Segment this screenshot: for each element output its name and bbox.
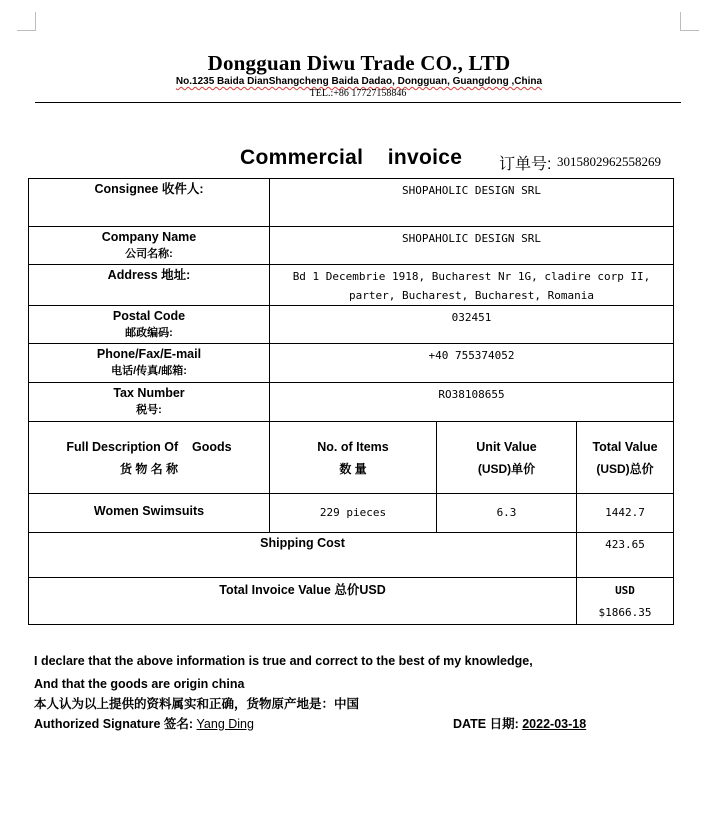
document-title: Commercial invoice <box>240 146 463 169</box>
goods-header-row <box>29 422 674 494</box>
company-telephone: TEL.:+86 17727158846 <box>309 88 407 99</box>
items-count-header-en: No. of Items <box>317 439 389 454</box>
items-count-header-cn: 数 量 <box>339 461 367 476</box>
goods-description-header-cn: 货 物 名 称 <box>119 461 178 476</box>
date-label: DATE 日期: <box>453 717 523 731</box>
company-address <box>0 76 715 87</box>
unit-value-header-cn: (USD)单价 <box>477 461 536 476</box>
tax-number-label-cn: 税号: <box>136 404 162 416</box>
consignee-label: Consignee 收件人: <box>29 179 270 227</box>
total-row <box>29 578 674 625</box>
goods-row <box>29 494 674 533</box>
order-number-value: 3015802962558269 <box>557 154 661 169</box>
address-value: Bd 1 Decembrie 1918, Bucharest Nr 1G, cladire corp II, parter, Bucharest, Bucharest, Romania <box>270 265 674 306</box>
address-row <box>29 265 674 306</box>
shipping-cost-row <box>29 533 674 578</box>
postal-code-value: 032451 <box>270 306 674 344</box>
total-value-header-en: Total Value <box>592 439 658 454</box>
total-value-header <box>577 422 674 494</box>
signature-label: Authorized Signature 签名: <box>34 717 197 731</box>
phone-value: +40 755374052 <box>270 344 674 383</box>
shipping-cost-label: Shipping Cost <box>29 533 577 578</box>
company-address-text: No.1235 Baida DianShangcheng Baida Dadao, Dongguan, Guangdong ,China <box>175 76 543 87</box>
date-line <box>453 714 586 732</box>
declaration-line-2: And that the goods are origin china <box>34 677 245 691</box>
invoice-table <box>28 178 674 625</box>
company-name-row <box>29 227 674 265</box>
company-name-heading: Dongguan Diwu Trade CO., LTD <box>207 51 511 75</box>
goods-total-value-cell: 1442.7 <box>577 494 674 533</box>
tax-number-row <box>29 383 674 422</box>
phone-label-cn: 电话/传真/邮箱: <box>111 365 187 377</box>
order-number-label: 订单号: <box>499 156 552 173</box>
goods-unit-value-cell: 6.3 <box>437 494 577 533</box>
postal-code-row <box>29 306 674 344</box>
unit-value-header-en: Unit Value <box>476 439 537 454</box>
total-value-header-cn: (USD)总价 <box>596 461 654 476</box>
signature-line <box>34 714 254 732</box>
declaration-line-1: I declare that the above information is true and correct to the best of my knowledge, <box>34 654 533 668</box>
header-divider <box>35 102 681 103</box>
total-currency: USD <box>615 584 635 597</box>
page-corner-mark-right <box>680 12 699 31</box>
shipping-cost-value: 423.65 <box>577 533 674 578</box>
company-name-label-cn: 公司名称: <box>125 248 173 260</box>
company-name-value: SHOPAHOLIC DESIGN SRL <box>270 227 674 265</box>
tax-number-label <box>29 383 270 422</box>
address-label: Address 地址: <box>29 265 270 306</box>
unit-value-header <box>437 422 577 494</box>
company-name-label-en: Company Name <box>101 230 197 244</box>
total-invoice-label: Total Invoice Value 总价USD <box>29 578 577 625</box>
postal-code-label <box>29 306 270 344</box>
goods-description-header-en: Full Description Of Goods <box>66 439 232 454</box>
total-invoice-value: $1866.35 <box>598 606 652 619</box>
phone-row <box>29 344 674 383</box>
page-corner-mark-left <box>17 12 36 31</box>
items-count-header <box>270 422 437 494</box>
goods-items-cell: 229 pieces <box>270 494 437 533</box>
total-invoice-cell <box>577 578 674 625</box>
phone-label <box>29 344 270 383</box>
consignee-row <box>29 179 674 227</box>
postal-code-label-en: Postal Code <box>112 309 186 323</box>
signature-name: Yang Ding <box>196 717 254 731</box>
company-name-label <box>29 227 270 265</box>
tax-number-value: RO38108655 <box>270 383 674 422</box>
consignee-value: SHOPAHOLIC DESIGN SRL <box>270 179 674 227</box>
goods-description-header <box>29 422 270 494</box>
goods-description-cell: Women Swimsuits <box>29 494 270 533</box>
postal-code-label-cn: 邮政编码: <box>125 327 173 339</box>
date-value: 2022-03-18 <box>522 717 587 731</box>
tax-number-label-en: Tax Number <box>113 386 185 400</box>
phone-label-en: Phone/Fax/E-mail <box>96 347 202 361</box>
declaration-line-3: 本人认为以上提供的资料属实和正确，货物原产地是：中国 <box>34 697 360 711</box>
